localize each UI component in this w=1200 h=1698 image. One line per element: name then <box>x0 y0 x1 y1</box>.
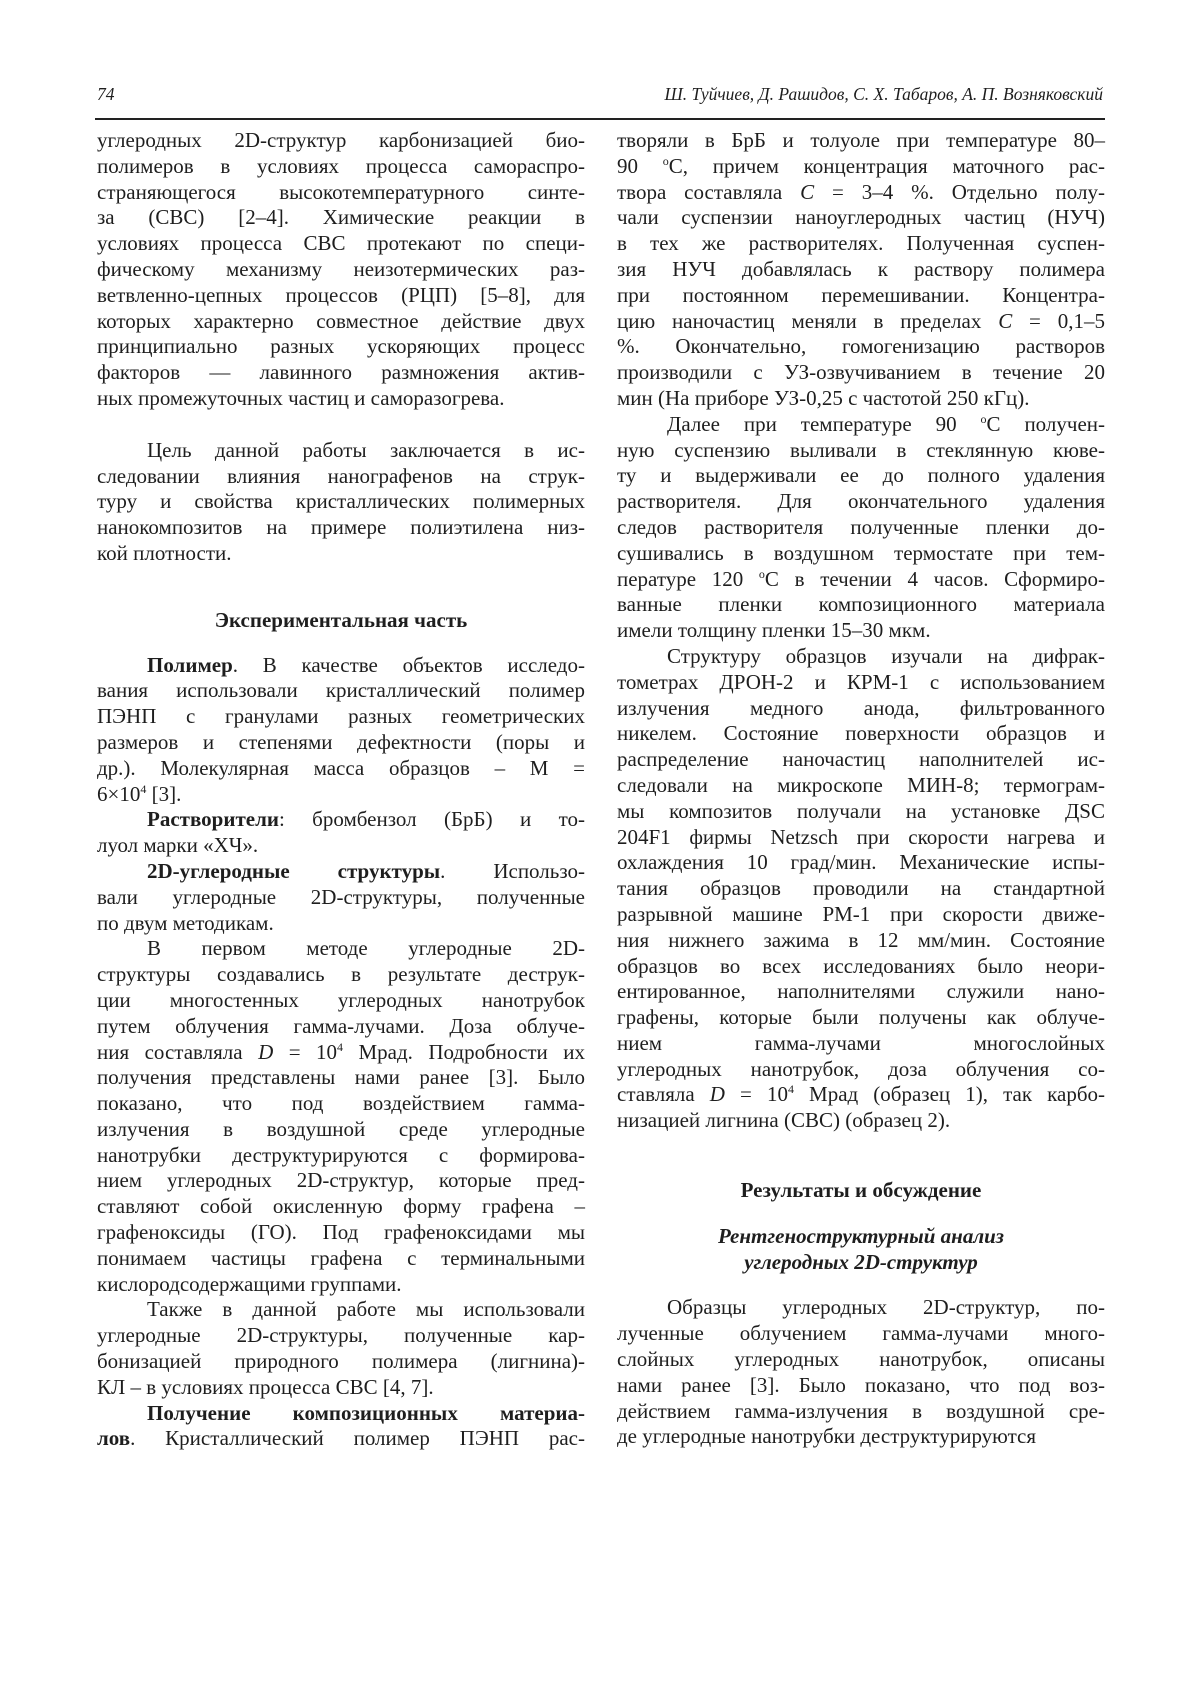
text-line: бонизацией природного полимера (лигнина)- <box>97 1349 585 1375</box>
text-line: ных промежуточных частиц и саморазогрева. <box>97 386 585 412</box>
section-heading <box>97 608 585 634</box>
text-run: = 10 <box>273 1040 337 1064</box>
text-line: нием гамма-лучами многослойных <box>617 1031 1105 1057</box>
paragraph <box>97 807 585 859</box>
text-line: чали суспензии наноуглеродных частиц (НУЧ) <box>617 205 1105 231</box>
text-line: растворителя. Для окончательного удаления <box>617 489 1105 515</box>
paragraph <box>97 128 585 412</box>
paragraph <box>97 936 585 1297</box>
superscript: o <box>663 154 669 168</box>
text-line: кислородсодержащими группами. <box>97 1272 585 1298</box>
text-line: ции многостенных углеродных нанотрубок <box>97 988 585 1014</box>
superscript: 4 <box>337 1040 343 1054</box>
text-line: углеродных 2D-структур карбонизацией био- <box>97 128 585 154</box>
text-line: ния нижнего зажима в 12 мм/мин. Состояние <box>617 928 1105 954</box>
text-run: [3]. <box>146 782 181 806</box>
text-line: фическому механизму неизотермических раз- <box>97 257 585 283</box>
text-line: слойных углеродных нанотрубок, описаны <box>617 1347 1105 1373</box>
text-line: показано, что под воздействием гамма- <box>97 1091 585 1117</box>
text-line <box>97 859 585 885</box>
text-line: принципиально разных ускоряющих процесс <box>97 334 585 360</box>
page-number: 74 <box>97 84 115 105</box>
text-line: образцов во всех исследованиях было неори- <box>617 954 1105 980</box>
paragraph <box>617 128 1105 412</box>
text-run: = 3–4 %. Отдельно полу- <box>814 180 1105 204</box>
text-line: Структуру образцов изучали на дифрак- <box>617 644 1105 670</box>
text-line: углеродных нанотрубок, доза облучения со- <box>617 1057 1105 1083</box>
bold-run-in-term: 2D-углеродные структуры <box>147 859 440 883</box>
text-line: КЛ – в условиях процесса СВС [4, 7]. <box>97 1375 585 1401</box>
text-line: ставляют собой окисленную форму графена – <box>97 1194 585 1220</box>
text-line: зия НУЧ добавлялась к раствору полимера <box>617 257 1105 283</box>
text-line: разрывной машине РМ-1 при скорости движе- <box>617 902 1105 928</box>
bold-run-in-term: Полимер <box>147 653 233 677</box>
text-line <box>97 1401 585 1427</box>
paragraph <box>97 1297 585 1400</box>
text-line: нами ранее [3]. Было показано, что под воз- <box>617 1373 1105 1399</box>
text-line: луол марки «ХЧ». <box>97 833 585 859</box>
text-line <box>617 309 1105 335</box>
text-line: лученные облучением гамма-лучами много- <box>617 1321 1105 1347</box>
bold-run-in-term: Получение композиционных материа- <box>147 1401 585 1425</box>
text-line <box>97 782 585 808</box>
paragraph <box>617 412 1105 644</box>
text-line: при постоянном перемешивании. Концентра- <box>617 283 1105 309</box>
text-line: творяли в БрБ и толуоле при температуре 80– <box>617 128 1105 154</box>
heading-line: углеродных 2D-структур <box>617 1250 1105 1276</box>
text-run: Далее при температуре 90 <box>667 412 981 436</box>
text-line <box>97 1040 585 1066</box>
paragraph <box>97 859 585 936</box>
text-run: 6×10 <box>97 782 140 806</box>
text-run: . Кристаллический полимер ПЭНП рас- <box>130 1426 585 1450</box>
text-line: 204F1 фирмы Netzsch при скорости нагрева и <box>617 825 1105 851</box>
text-line: следов растворителя полученные пленки до- <box>617 515 1105 541</box>
text-run: . В качестве объектов исследо- <box>233 653 585 677</box>
text-line: условиях процесса СВС протекают по специ- <box>97 231 585 257</box>
text-line: нанокомпозитов на примере полиэтилена низ- <box>97 515 585 541</box>
text-line <box>617 180 1105 206</box>
text-line <box>617 412 1105 438</box>
text-line: ПЭНП с гранулами разных геометрических <box>97 704 585 730</box>
text-line: %. Окончательно, гомогенизацию растворов <box>617 334 1105 360</box>
text-line: ентированное, наполнителями служили нано- <box>617 979 1105 1005</box>
superscript: 4 <box>140 782 146 796</box>
text-line: в тех же растворителях. Полученная суспен- <box>617 231 1105 257</box>
running-header-authors: Ш. Туйчиев, Д. Рашидов, С. Х. Табаров, А. П. Возняковский <box>665 84 1104 105</box>
text-line: В первом методе углеродные 2D- <box>97 936 585 962</box>
superscript: o <box>759 567 765 581</box>
paragraph <box>617 644 1105 1134</box>
text-run: 90 <box>617 154 663 178</box>
section-heading <box>617 1178 1105 1204</box>
paragraph <box>617 1295 1105 1450</box>
header-rule <box>95 118 1105 120</box>
text-run: пературе 120 <box>617 567 759 591</box>
text-line: графеноксиды (ГО). Под графеноксидами мы <box>97 1220 585 1246</box>
text-line: туру и свойства кристаллических полимерных <box>97 489 585 515</box>
text-line <box>97 653 585 679</box>
text-line: излучения в воздушной среде углеродные <box>97 1117 585 1143</box>
bold-run-in-term: лов <box>97 1426 130 1450</box>
text-line: следовании влияния нанографенов на струк- <box>97 464 585 490</box>
text-line: охлаждения 10 град/мин. Механические испы- <box>617 850 1105 876</box>
heading-line: Рентгеноструктурный анализ <box>617 1224 1105 1250</box>
superscript: 4 <box>788 1082 794 1096</box>
subsection-heading <box>617 1224 1105 1276</box>
text-line: по двум методикам. <box>97 911 585 937</box>
text-line: др.). Молекулярная масса образцов – М = <box>97 756 585 782</box>
text-run: : бромбензол (БрБ) и то- <box>279 807 585 831</box>
text-run: цию наночастиц меняли в пределах <box>617 309 998 333</box>
text-line: получения представлены нами ранее [3]. Было <box>97 1065 585 1091</box>
text-line: ванные пленки композиционного материала <box>617 592 1105 618</box>
text-line: следовали на микроскопе МИН-8; термограм- <box>617 773 1105 799</box>
text-line: действием гамма-излучения в воздушной сре- <box>617 1399 1105 1425</box>
text-line: нанотрубки деструктурируются с формирова- <box>97 1143 585 1169</box>
text-line: путем облучения гамма-лучами. Доза облуче- <box>97 1014 585 1040</box>
running-header <box>97 84 1103 108</box>
text-line: мы композитов получали на установке ДSC <box>617 799 1105 825</box>
text-line <box>617 567 1105 593</box>
text-line: де углеродные нанотрубки деструктурируются <box>617 1424 1105 1450</box>
text-line: ную суспензию выливали в стеклянную кюве- <box>617 438 1105 464</box>
text-line: низацией лигнина (СВС) (образец 2). <box>617 1108 1105 1134</box>
italic-variable: C <box>800 180 814 204</box>
text-run: ставляла <box>617 1082 710 1106</box>
text-line: которых характерно совместное действие двух <box>97 309 585 335</box>
text-line: ту и выдерживали ее до полного удаления <box>617 463 1105 489</box>
text-line: Цель данной работы заключается в ис- <box>97 438 585 464</box>
heading-line: Экспериментальная часть <box>97 608 585 634</box>
text-line: факторов — лавинного размножения актив- <box>97 360 585 386</box>
text-line <box>617 1082 1105 1108</box>
text-line: имели толщину пленки 15–30 мкм. <box>617 618 1105 644</box>
paragraph <box>97 438 585 567</box>
italic-variable: D <box>258 1040 273 1064</box>
text-line: за (СВС) [2–4]. Химические реакции в <box>97 205 585 231</box>
left-column <box>97 128 585 1452</box>
text-line: кой плотности. <box>97 541 585 567</box>
text-line: распределение наночастиц наполнителей ис- <box>617 747 1105 773</box>
text-line: тания образцов проводили на стандартной <box>617 876 1105 902</box>
italic-variable: C <box>998 309 1012 333</box>
text-line: вания использовали кристаллический полимер <box>97 678 585 704</box>
text-line: сушивались в воздушном термостате при тем- <box>617 541 1105 567</box>
text-run: ния составляла <box>97 1040 258 1064</box>
text-line: полимеров в условиях процесса самораспро- <box>97 154 585 180</box>
text-line <box>97 807 585 833</box>
text-line: Также в данной работе мы использовали <box>97 1297 585 1323</box>
heading-line: Результаты и обсуждение <box>617 1178 1105 1204</box>
text-line: излучения медного анода, фильтрованного <box>617 696 1105 722</box>
italic-variable: D <box>710 1082 725 1106</box>
text-line: размеров и степенями дефектности (поры и <box>97 730 585 756</box>
text-line: тометрах ДРОН-2 и КРМ-1 с использованием <box>617 670 1105 696</box>
text-line: графены, которые были получены как облуче- <box>617 1005 1105 1031</box>
paragraph <box>97 653 585 808</box>
text-run: = 0,1–5 <box>1012 309 1105 333</box>
text-line: ветвленно-цепных процессов (РЦП) [5–8], для <box>97 283 585 309</box>
text-line: никелем. Состояние поверхности образцов и <box>617 721 1105 747</box>
text-run: . Использо- <box>440 859 585 883</box>
superscript: o <box>981 412 987 426</box>
text-run: = 10 <box>725 1082 788 1106</box>
text-line <box>617 154 1105 180</box>
right-column <box>617 128 1105 1450</box>
text-line: нием углеродных 2D-структур, которые пред- <box>97 1168 585 1194</box>
text-run: C получен- <box>987 412 1106 436</box>
text-run: C, причем концентрация маточного рас- <box>669 154 1105 178</box>
text-line: понимаем частицы графена с терминальными <box>97 1246 585 1272</box>
text-line: Образцы углеродных 2D-структур, по- <box>617 1295 1105 1321</box>
text-line: углеродные 2D-структуры, полученные кар- <box>97 1323 585 1349</box>
text-run: Мрад (образец 1), так карбо- <box>794 1082 1105 1106</box>
text-line: мин (На приборе УЗ-0,25 с частотой 250 кГц). <box>617 386 1105 412</box>
text-run: C в течении 4 часов. Сформиро- <box>765 567 1105 591</box>
paragraph <box>97 1401 585 1453</box>
text-run: Мрад. Подробности их <box>343 1040 585 1064</box>
text-line: вали углеродные 2D-структуры, полученные <box>97 885 585 911</box>
bold-run-in-term: Растворители <box>147 807 279 831</box>
text-run: твора составляла <box>617 180 800 204</box>
text-line: производили с УЗ-озвучиванием в течение 20 <box>617 360 1105 386</box>
text-line: структуры создавались в результате деструк- <box>97 962 585 988</box>
text-line <box>97 1426 585 1452</box>
text-line: страняющегося высокотемпературного синте- <box>97 180 585 206</box>
